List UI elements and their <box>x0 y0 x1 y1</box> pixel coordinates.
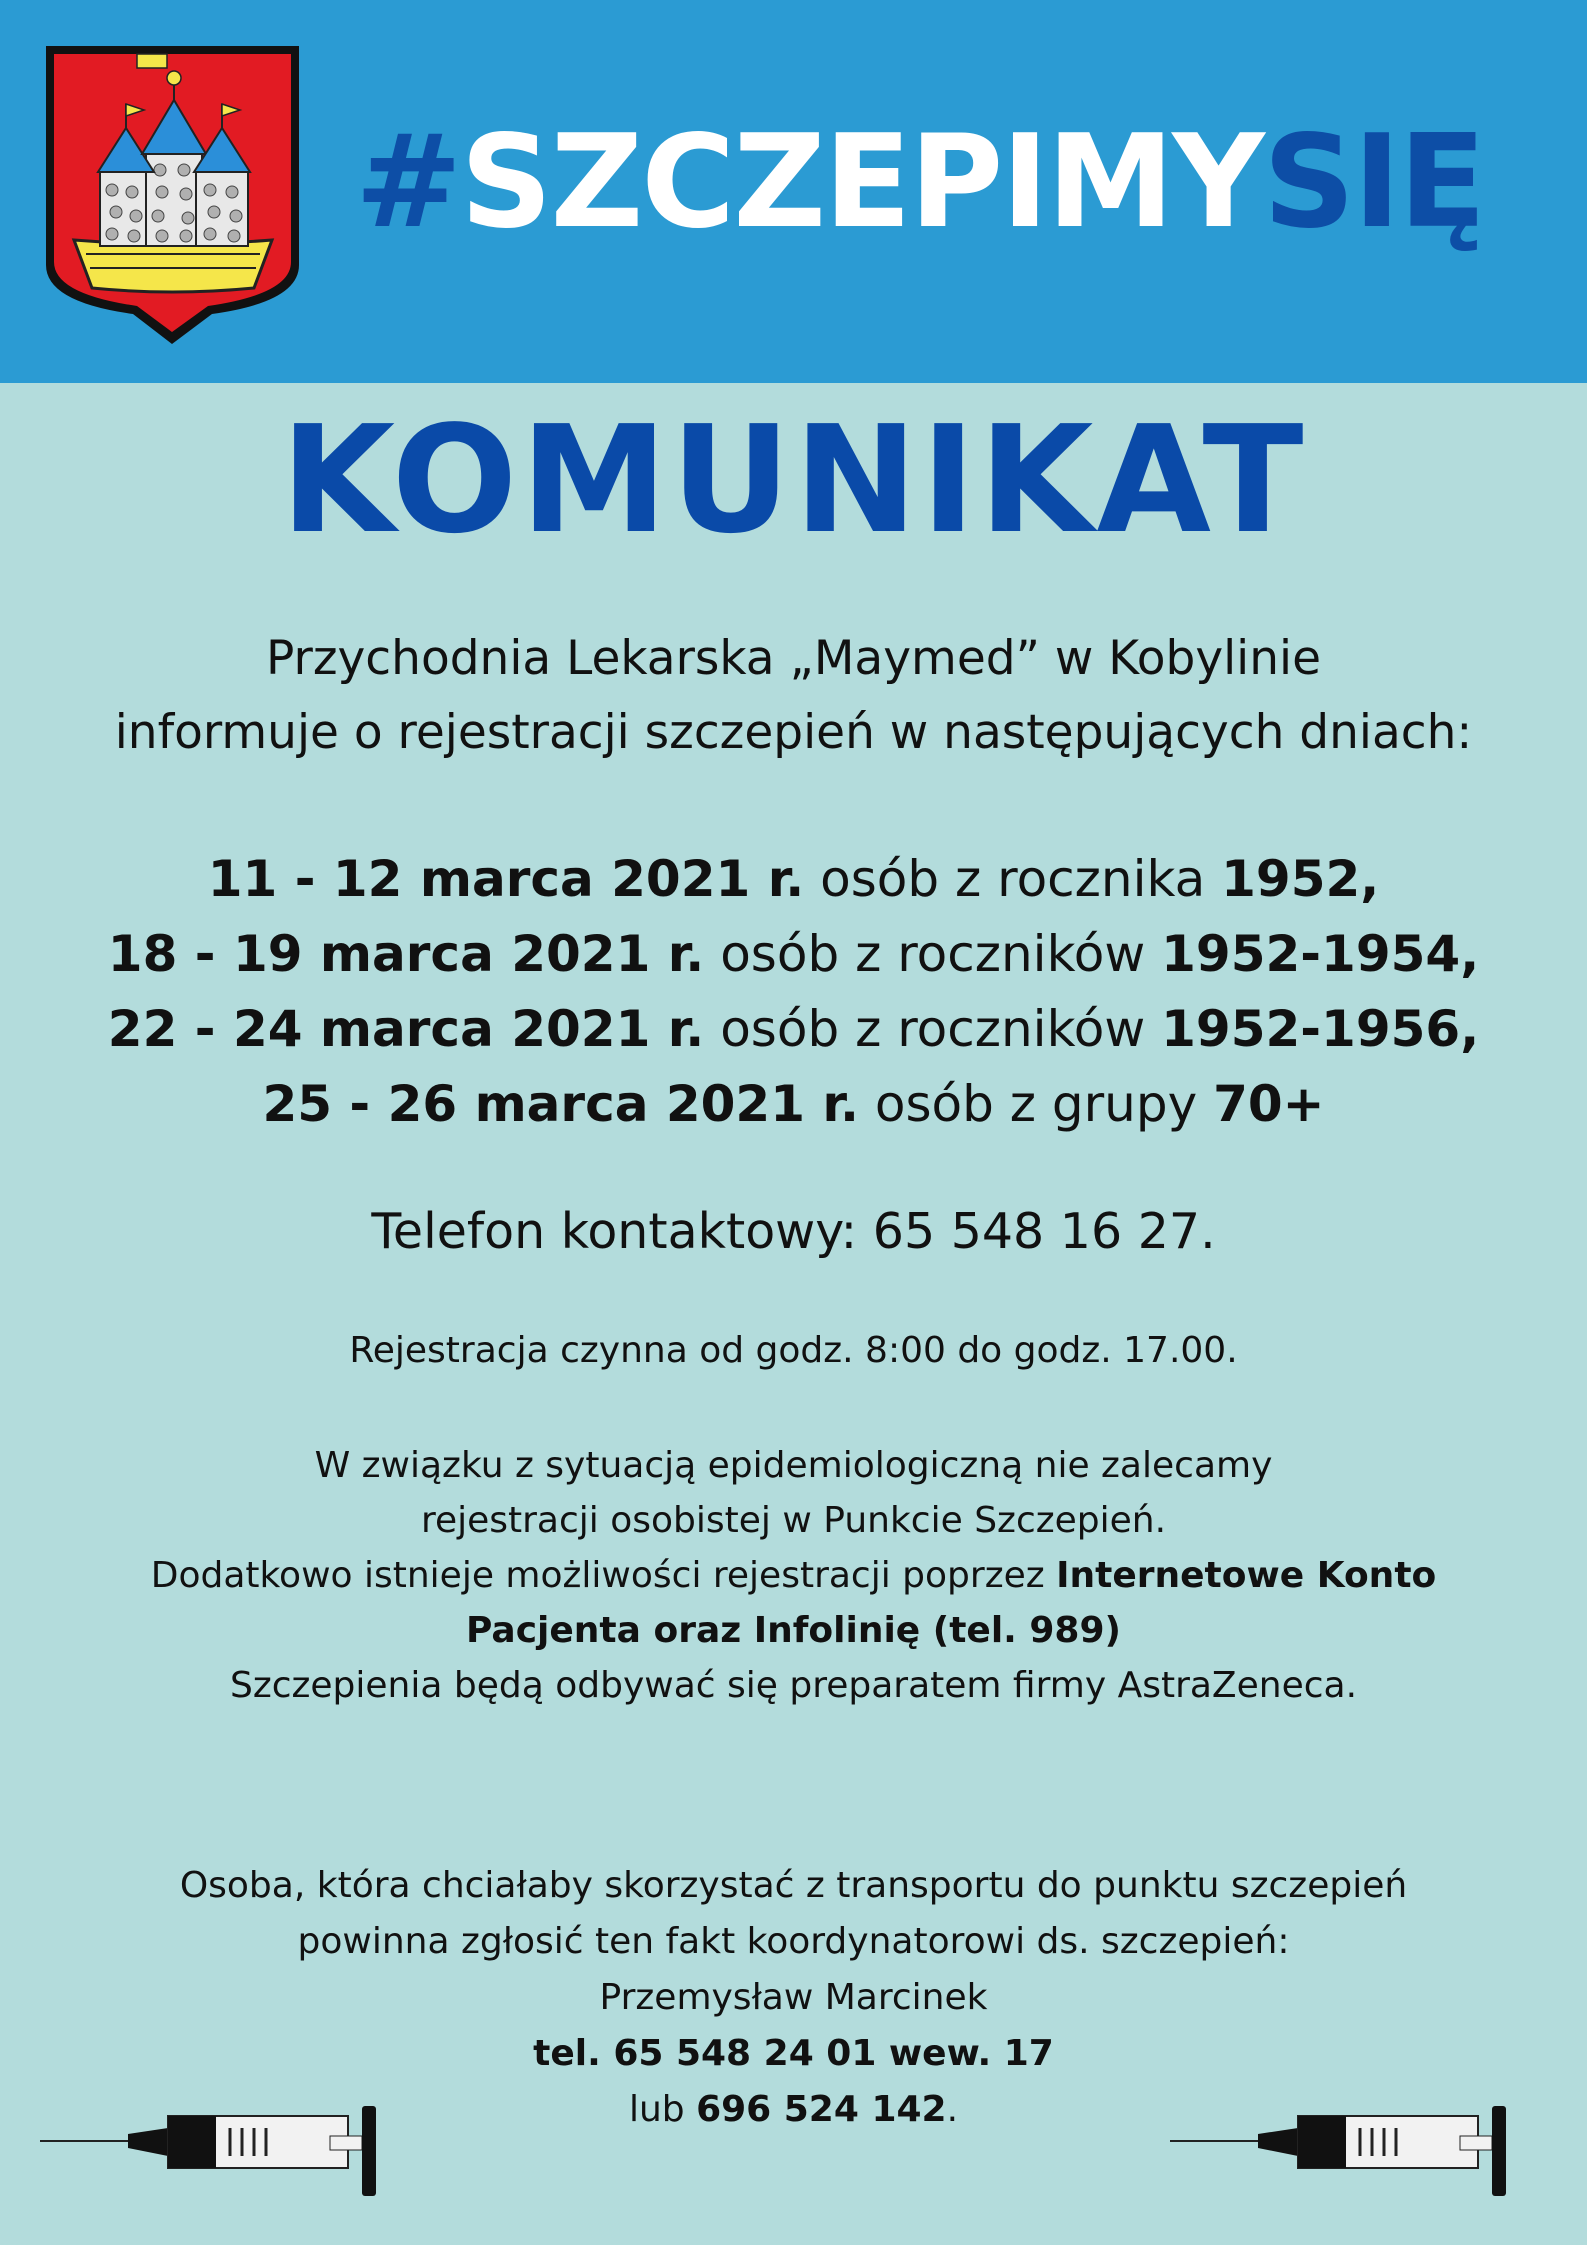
vaccination-dates <box>0 842 1587 1142</box>
date-description: osób z roczników <box>704 1000 1162 1058</box>
intro-line-1: Przychodnia Lekarska „Maymed” w Kobylinie <box>265 631 1322 686</box>
date-row <box>0 992 1587 1067</box>
date-range: 25 - 26 marca 2021 r. <box>262 1075 859 1133</box>
date-description: osób z grupy <box>858 1075 1214 1133</box>
intro-line-2: informuje o rejestracji szczepień w następujących dniach: <box>114 705 1473 760</box>
syringe-icon <box>40 2106 385 2206</box>
date-row <box>0 1067 1587 1142</box>
date-row <box>0 917 1587 992</box>
hashtag-title <box>355 108 1575 258</box>
info-line-3 <box>0 1548 1587 1603</box>
date-description: osób z roczników <box>704 925 1162 983</box>
header-banner <box>0 0 1587 383</box>
info-text <box>0 1438 1587 1713</box>
date-description: osób z rocznika <box>804 850 1222 908</box>
info-line-1: W związku z sytuacją epidemiologiczną nie zalecamy <box>314 1445 1273 1486</box>
coordinator-phone <box>0 2026 1587 2082</box>
info-line-2: rejestracji osobistej w Punkcie Szczepień. <box>420 1500 1167 1541</box>
syringe-icon <box>1170 2106 1515 2206</box>
hashtag-sie: SIĘ <box>1262 108 1485 257</box>
alt-phone-prefix: lub <box>628 2089 697 2130</box>
date-range: 18 - 19 marca 2021 r. <box>107 925 705 983</box>
alt-phone-suffix: . <box>946 2089 959 2130</box>
coordinator-name: Przemysław Marcinek <box>599 1977 988 2018</box>
intro-text <box>0 622 1587 770</box>
info-line-3-bold: Internetowe Konto <box>1056 1555 1437 1596</box>
date-cohort: 1952, <box>1221 850 1380 908</box>
date-cohort: 1952-1954, <box>1161 925 1480 983</box>
coordinator-phone-number: tel. 65 548 24 01 wew. 17 <box>533 2033 1054 2074</box>
info-line-5: Szczepienia będą odbywać się preparatem firmy AstraZeneca. <box>229 1665 1358 1706</box>
transport-line-2: powinna zgłosić ten fakt koordynatorowi ds. szczepień: <box>297 1921 1290 1962</box>
info-line-3-text: Dodatkowo istnieje możliwości rejestracji poprzez <box>150 1555 1057 1596</box>
date-range: 11 - 12 marca 2021 r. <box>207 850 805 908</box>
page-title: KOMUNIKAT <box>280 394 1307 566</box>
registration-hours: Rejestracja czynna od godz. 8:00 do godz. 17.00. <box>349 1330 1238 1371</box>
coat-of-arms-icon <box>40 40 305 350</box>
date-range: 22 - 24 marca 2021 r. <box>107 1000 705 1058</box>
date-row <box>0 842 1587 917</box>
hashtag-hash: # <box>355 108 461 257</box>
info-line-4 <box>0 1603 1587 1658</box>
info-line-4-bold: Pacjenta oraz Infolinię (tel. 989) <box>466 1610 1121 1651</box>
contact-phone: Telefon kontaktowy: 65 548 16 27. <box>371 1203 1216 1260</box>
hashtag-szczepimy: SZCZEPIMY <box>460 108 1263 257</box>
alt-phone-number: 696 524 142 <box>696 2089 947 2130</box>
date-cohort: 70+ <box>1213 1075 1325 1133</box>
date-cohort: 1952-1956, <box>1161 1000 1480 1058</box>
transport-info <box>0 1858 1587 2138</box>
transport-line-1: Osoba, która chciałaby skorzystać z transportu do punktu szczepień <box>179 1865 1408 1906</box>
